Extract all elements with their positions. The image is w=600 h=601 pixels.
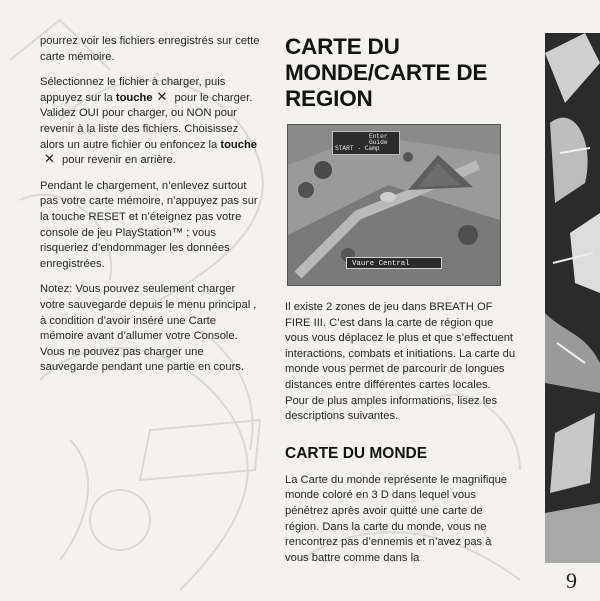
menu-guide: Guide — [369, 139, 388, 146]
menu-enter: Enter — [369, 133, 388, 140]
text-segment: Sélectionnez le fichier à charger, puis appuyez sur la — [40, 76, 226, 104]
left-column — [40, 34, 262, 386]
camp-menu — [332, 131, 400, 155]
menu-camp: START - Camp — [335, 145, 380, 152]
bold-touche: touche — [220, 138, 258, 151]
paragraph-zones: Il existe 2 zones de jeu dans BREATH OF FIRE III. C’est dans la carte de région que vous vous déplacez le plus et que s’effectuent interactions, combats et initiations. La carte du monde vous permet de parcourir de longues distances entre différentes cartes locales. Pour de plus amples informations, lisez les descriptions suivantes. — [285, 301, 516, 423]
text-segment: pour revenir en arrière. — [58, 154, 176, 167]
side-illustration — [545, 33, 600, 563]
location-label: Vaure Central — [346, 257, 442, 269]
paragraph-loading-warning: Pendant le chargement, n’enlevez surtout pas votre carte mémoire, n’appuyez pas sur la touche RESET et n’éteignez pas votre console de jeu PlayStation™ : vous risqueriez d’endommager les données enregistrées. — [40, 179, 258, 270]
cross-button-icon: ✕ — [156, 88, 168, 104]
text-segment: pour le charger. Validez OUI pour charger, ou NON pour revenir à la liste des fichiers. Choisissez alors un autre fichier ou enfoncez la — [40, 91, 253, 151]
cross-button-icon: ✕ — [44, 151, 55, 167]
game-screenshot — [287, 124, 501, 286]
paragraph-note: Notez: Vous pouvez seulement charger votre sauvegarde depuis le menu principal , à condition d’avoir inséré une Carte mémoire avant d’allumer votre Console. Vous ne pouvez pas charger une sauvegarde pendant une partie en cours. — [40, 283, 257, 374]
paragraph-memory-card: pourrez voir les fichiers enregistrés sur cette carte mémoire. — [40, 35, 260, 63]
paragraph-select-file — [40, 75, 262, 169]
section-title: CARTE DU MONDE/CARTE DE REGION — [285, 34, 488, 111]
paragraph-world-map: La Carte du monde représente le magnifique monde coloré en 3 D dans lequel vous pénétrez après avoir quitté une carte de région. Dans la carte du monde, vous ne rencontrez pas d’ennemis et n’avez pas à vous battre comme dans la — [285, 473, 508, 564]
subsection-title: CARTE DU MONDE — [285, 444, 428, 462]
bold-touche: touche — [115, 91, 153, 104]
right-column — [285, 34, 517, 576]
page-number: 9 — [566, 568, 577, 593]
